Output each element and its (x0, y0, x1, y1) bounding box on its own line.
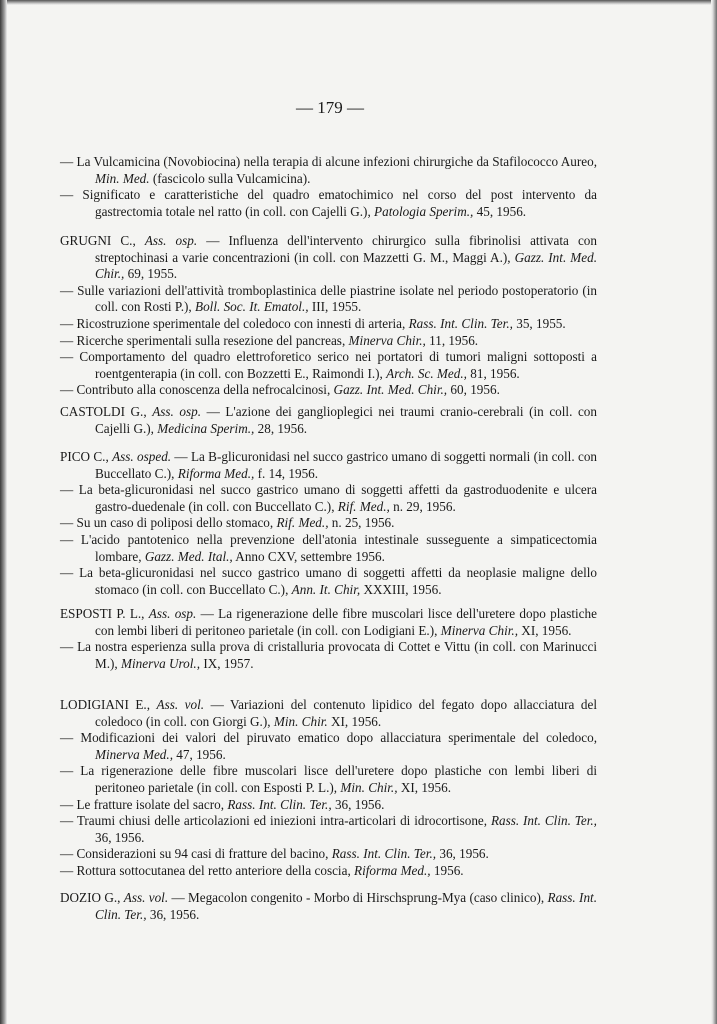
journal-citation: Rif. Med., (276, 515, 329, 531)
entry-text: 28, 1956. (254, 420, 308, 436)
author-group (60, 890, 597, 923)
bibliography-entry (60, 763, 597, 796)
entry-text: 11, 1956. (425, 332, 479, 348)
author-group (60, 697, 597, 880)
journal-citation: Min. Chir. (273, 713, 328, 729)
bibliography-entry (60, 482, 597, 515)
bibliography-entry (60, 233, 597, 283)
entry-text: — La nostra esperienza sulla prova di cristalluria provocata di Cottet e Vittu (in coll. con Marinucci M.), (60, 639, 597, 671)
entry-text: 35, 1955. (512, 315, 566, 331)
entry-text: — La Vulcamicina (Novobiocina) nella terapia di alcune infezioni chirurgiche da Stafilococco Aureo, (60, 154, 597, 169)
entry-text: — La B-glicuronidasi nel succo gastrico umano di soggetti normali (in coll. con Buccellato C.), (95, 449, 598, 481)
journal-citation: Gazz. Med. Ital., (144, 548, 233, 564)
entry-text: — Megacolon congenito - Morbo di Hirschsprung-Mya (caso clinico), (168, 890, 548, 905)
entry-text: LODIGIANI E., (60, 697, 157, 712)
journal-citation: Gazz. Int. Med. Chir., (95, 249, 597, 282)
entry-text: f. 14, 1956. (254, 465, 319, 481)
entry-text: — Le fratture isolate del sacro, (60, 796, 228, 812)
entry-text: — Traumi chiusi delle articolazioni ed iniezioni intra-articolari di idrocortisone, (60, 813, 491, 829)
entry-text: — Significato e caratteristiche del quadro ematochimico nel corso del post intervento da gastrectomia totale nel ratto (in coll. con Cajelli G.), (60, 187, 597, 219)
entry-text: — La beta-glicuronidasi nel succo gastrico umano di soggetti affetti da neoplasie maligne dello stomaco (in coll. con Buccellato C.), (60, 565, 597, 597)
journal-citation: Patologia Sperim., (374, 203, 474, 219)
entry-text: 1956. (430, 862, 464, 878)
entry-text: 36, 1956. (436, 846, 489, 862)
scan-edge-top (0, 0, 717, 5)
entry-text: — Influenza dell'intervento chirurgico sulla fibrinolisi attivata con streptochinasi a varie concentrazioni (in coll. con Mazzetti G. M., Maggi A.), (95, 233, 597, 265)
journal-citation: Minerva Chir., (348, 332, 426, 348)
bibliography-entry (60, 532, 597, 565)
journal-citation: Minerva Med., (95, 746, 173, 762)
entry-text: CASTOLDI G., (60, 404, 153, 419)
entry-text: XI, 1956. (327, 713, 382, 729)
journal-citation: Rass. Int. Clin. Ter., (227, 796, 332, 812)
entry-text: IX, 1957. (200, 655, 254, 671)
entry-text: — Su un caso di poliposi dello stomaco, (60, 515, 277, 531)
entry-text: 81, 1956. (466, 365, 520, 381)
bibliography-entry (60, 187, 597, 220)
journal-citation: Rif. Med., (337, 498, 390, 514)
entry-text: — Sulle variazioni dell'attività tromboplastinica delle piastrine isolate nel periodo postoperatorio (in coll. con Rosti P.), (60, 282, 597, 315)
bibliography-entry (60, 697, 597, 730)
bibliography-entry (60, 890, 597, 923)
scan-edge-right (711, 0, 717, 1024)
journal-citation: Riforma Med., (354, 862, 431, 878)
journal-citation: Ann. It. Chir, (291, 581, 361, 597)
author-group (60, 449, 597, 598)
journal-citation: Ass. osp. (144, 233, 198, 248)
bibliography-entry (60, 863, 597, 880)
bibliography-entry (60, 730, 597, 763)
bibliography-entry (60, 797, 597, 814)
journal-citation: Rass. Int. Clin. Ter., (490, 813, 597, 829)
bibliography-entry (60, 639, 597, 672)
entry-text: — La rigenerazione delle fibre muscolari lisce dell'uretere dopo plastiche con lembi liberi di peritoneo parietale (in coll. con Esposti P. L.), (60, 763, 597, 795)
entry-text: DOZIO G., (60, 890, 124, 905)
entry-text: — Variazioni del contenuto lipidico del fegato dopo allacciatura del coledoco (in coll. con Giorgi G.), (95, 697, 597, 729)
entry-text: XXXIII, 1956. (360, 581, 442, 597)
entry-text: III, 1955. (308, 299, 362, 315)
journal-citation: Gazz. Int. Med. Chir., (333, 382, 448, 398)
bibliography-entry (60, 813, 597, 846)
entry-text: — Considerazioni su 94 casi di fratture del bacino, (60, 846, 332, 862)
journal-citation: Riforma Med., (177, 465, 255, 481)
journal-citation: Rass. Int. Clin. Ter., (331, 846, 437, 862)
entry-text: 36, 1956. (95, 829, 145, 845)
bibliography-entry (60, 404, 597, 437)
bibliography-entry (60, 349, 597, 382)
author-group (60, 154, 597, 220)
entry-text: XI, 1956. (397, 779, 452, 795)
entry-text: — Contributo alla conoscenza della nefrocalcinosi, (60, 382, 334, 398)
entry-text: — Ricerche sperimentali sulla resezione del pancreas, (60, 332, 349, 348)
journal-citation: Ass. vol. (156, 697, 205, 712)
entry-text: — L'acido pantotenico nella prevenzione dell'atonia intestinale susseguente a simpaticectomia lombare, (60, 531, 597, 564)
entry-text: XI, 1956. (518, 622, 572, 638)
bibliography-entry (60, 283, 597, 316)
bibliography-entry (60, 565, 597, 598)
entry-text: 36, 1956. (331, 796, 385, 812)
entry-text: 47, 1956. (173, 746, 226, 762)
journal-citation: Minerva Urol., (121, 655, 201, 671)
journal-citation: Min. Chir., (340, 779, 398, 795)
bibliography-entry (60, 382, 597, 399)
journal-citation: Minerva Chir., (440, 622, 518, 638)
entry-text: — Ricostruzione sperimentale del coledoco con innesti di arteria, (60, 315, 409, 331)
bibliography-entry (60, 154, 597, 187)
entry-text: 69, 1955. (124, 266, 178, 282)
scan-edge-left (0, 0, 7, 1024)
author-group (60, 233, 597, 399)
entry-text: 60, 1956. (447, 382, 500, 398)
entry-text: 36, 1956. (146, 906, 200, 922)
entry-text: — L'azione dei ganglioplegici nei traumi cranio-cerebrali (in coll. con Cajelli G.), (95, 404, 597, 436)
entry-text: — Comportamento del quadro elettroforetico serico nei portatori di tumori maligni sottoposti a roentgenterapia (in coll. con Bozzetti E., Raimondi I.), (60, 349, 597, 381)
journal-citation: Boll. Soc. It. Ematol., (195, 299, 309, 315)
entry-text: — La beta-glicuronidasi nel succo gastrico umano di soggetti affetti da gastroduodenite e ulcera gastro-duedenale (in coll. con Buccellato C.), (60, 482, 597, 514)
entry-text: Anno CXV, settembre 1956. (232, 548, 385, 564)
journal-citation: Min. Med. (95, 170, 150, 186)
bibliography-entry (60, 846, 597, 863)
page-number: — 179 — (296, 98, 364, 117)
entry-text: — La rigenerazione delle fibre muscolari lisce dell'uretere dopo plastiche con lembi liberi di peritoneo parietale (in coll. con Lodigiani E.), (95, 606, 597, 638)
entry-text: (fascicolo sulla Vulcamicina). (149, 170, 311, 186)
journal-citation: Ass. osp. (148, 606, 197, 621)
journal-citation: Rass. Int. Clin. Ter., (408, 315, 513, 331)
entry-text: ESPOSTI P. L., (60, 606, 149, 621)
entry-text: GRUGNI C., (60, 233, 145, 248)
bibliography-entry (60, 515, 597, 532)
journal-citation: Ass. osped. (112, 449, 172, 464)
journal-citation: Medicina Sperim., (157, 420, 255, 436)
bibliography-entry (60, 333, 597, 350)
entry-text: 45, 1956. (473, 203, 527, 219)
bibliography-entry (60, 316, 597, 333)
bibliography-entry (60, 606, 597, 639)
entry-text: n. 25, 1956. (328, 515, 395, 531)
entry-text: PICO C., (60, 449, 113, 464)
entry-text: — Modificazioni dei valori del piruvato ematico dopo allacciatura sperimentale del coledoco, (60, 730, 597, 746)
journal-citation: Ass. osp. (152, 404, 202, 419)
author-group (60, 606, 597, 672)
journal-citation: Arch. Sc. Med., (386, 365, 467, 381)
entry-text: n. 29, 1956. (389, 498, 456, 514)
journal-citation: Ass. vol. (123, 890, 169, 905)
author-group (60, 404, 597, 437)
journal-citation: Rass. Int. Clin. Ter., (95, 890, 597, 922)
bibliography-entry (60, 449, 597, 482)
entry-text: — Rottura sottocutanea del retto anteriore della coscia, (60, 862, 355, 878)
